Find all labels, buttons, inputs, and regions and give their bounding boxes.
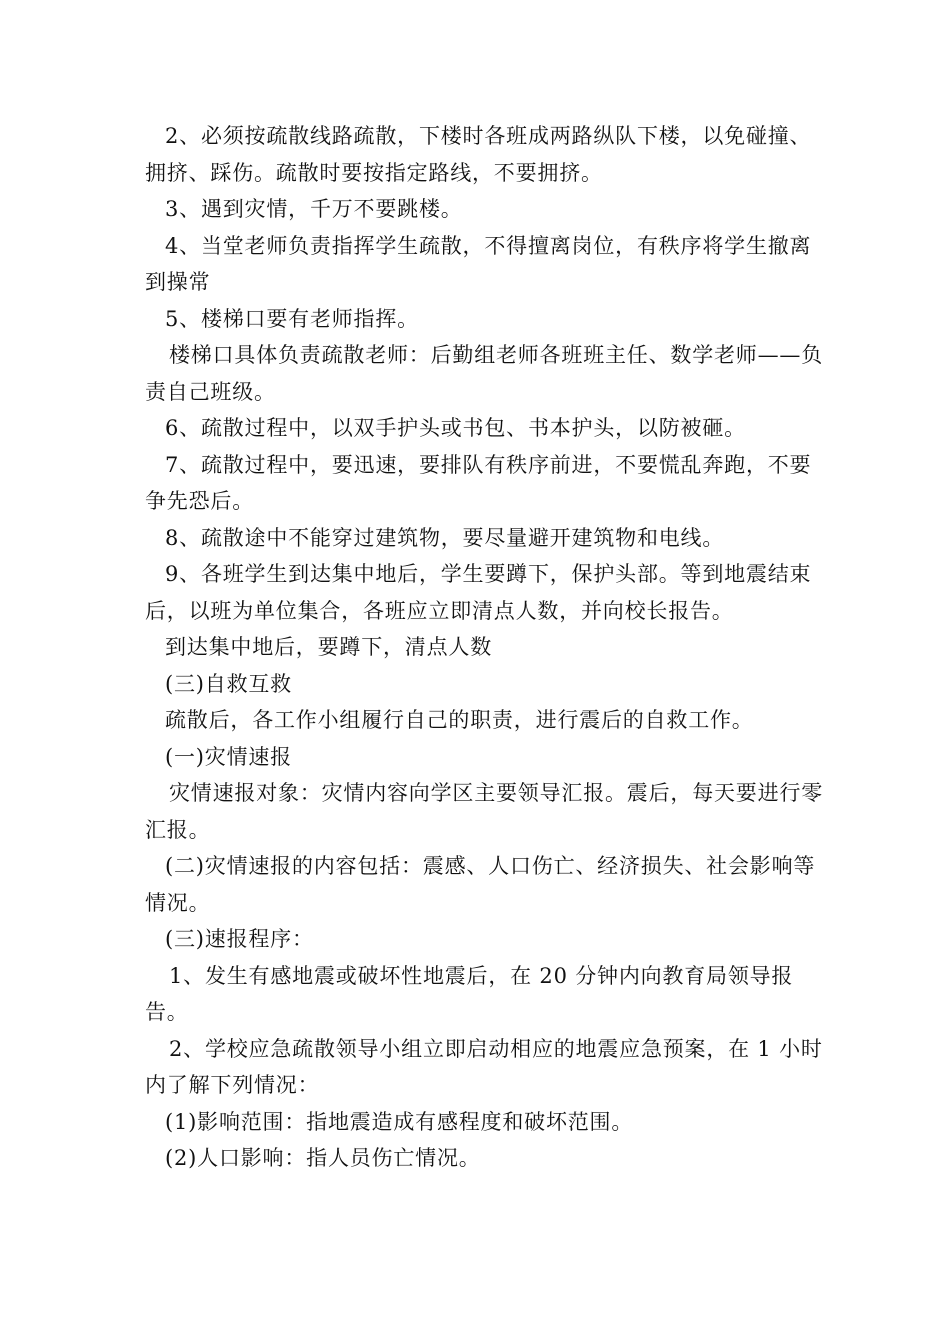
paragraph-procedure-step-1: 1、发生有感地震或破坏性地震后，在 20 分钟内向教育局领导报告。 — [145, 963, 794, 1024]
paragraph-report-target: 灾情速报对象：灾情内容向学区主要领导汇报。震后，每天要进行零汇报。 — [145, 781, 823, 842]
paragraph-report-content: (二)灾情速报的内容包括：震感、人口伤亡、经济损失、社会影响等情况。 — [145, 854, 816, 915]
paragraph-teacher-command: 4、当堂老师负责指挥学生疏散，不得擅离岗位，有秩序将学生撤离到操常 — [145, 233, 812, 294]
paragraph-procedure-step-2: 2、学校应急疏散领导小组立即启动相应的地震应急预案，在 1 小时内了解下列情况： — [145, 1036, 823, 1097]
section-heading-self-rescue: (三)自救互救 — [165, 671, 292, 696]
section-heading-report-procedure: (三)速报程序： — [165, 927, 314, 951]
paragraph-evacuation-route: 2、必须按疏散线路疏散，下楼时各班成两路纵队下楼，以免碰撞、拥挤、踩伤。疏散时要按指定路线，不要拥挤。 — [145, 124, 812, 185]
paragraph-assembly-report: 9、各班学生到达集中地后，学生要蹲下，保护头部。等到地震结束后，以班为单位集合，各班应立即清点人数，并向校长报告。 — [145, 562, 812, 623]
paragraph-stairway-teacher: 5、楼梯口要有老师指挥。 — [165, 306, 419, 331]
paragraph-self-rescue-work: 疏散后，各工作小组履行自己的职责，进行震后的自救工作。 — [165, 708, 754, 732]
paragraph-count-people: 到达集中地后，要蹲下，清点人数 — [165, 635, 492, 659]
paragraph-orderly-progress: 7、疏散过程中，要迅速，要排队有秩序前进，不要慌乱奔跑，不要争先恐后。 — [145, 452, 812, 513]
paragraph-population-impact: (2)人口影响：指人员伤亡情况。 — [165, 1146, 481, 1170]
paragraph-avoid-buildings: 8、疏散途中不能穿过建筑物，要尽量避开建筑物和电线。 — [165, 525, 725, 550]
paragraph-impact-scope: (1)影响范围：指地震造成有感程度和破坏范围。 — [165, 1109, 634, 1134]
paragraph-protect-head: 6、疏散过程中，以双手护头或书包、书本护头，以防被砸。 — [165, 416, 746, 440]
document-body — [145, 118, 825, 1177]
paragraph-no-jumping: 3、遇到灾情，千万不要跳楼。 — [165, 197, 463, 221]
paragraph-stairway-responsible: 楼梯口具体负责疏散老师：后勤组老师各班班主任、数学老师——负责自己班级。 — [145, 343, 823, 404]
section-heading-disaster-report: (一)灾情速报 — [165, 744, 292, 769]
